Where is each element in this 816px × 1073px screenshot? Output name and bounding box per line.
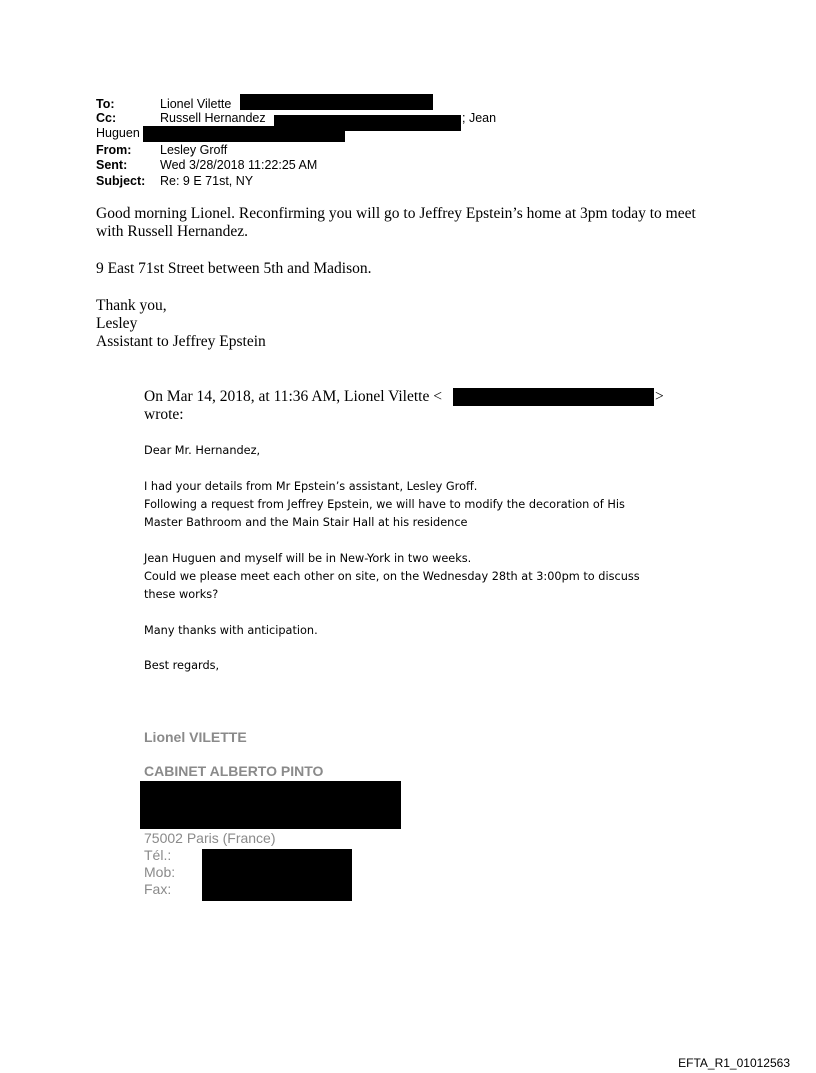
redaction-box bbox=[240, 94, 433, 110]
quoted-thanks: Many thanks with anticipation. bbox=[144, 624, 318, 637]
signature-fax-label: Fax: bbox=[144, 881, 172, 897]
signature-company: CABINET ALBERTO PINTO bbox=[144, 763, 324, 779]
signature-tel-label: Tél.: bbox=[144, 847, 172, 863]
quoted-p1-line-3: Master Bathroom and the Main Stair Hall at his residence bbox=[144, 516, 468, 529]
cc-label: Cc: bbox=[96, 111, 117, 125]
cc-wrap: Huguen bbox=[96, 126, 140, 140]
reply-line-1: Good morning Lionel. Reconfirming you will go to Jeffrey Epstein’s home at 3pm today to meet bbox=[96, 205, 696, 222]
quoted-p2-line-1: Jean Huguen and myself will be in New-York in two weeks. bbox=[144, 552, 472, 565]
cc-value: Russell Hernandez bbox=[160, 111, 266, 125]
from-label: From: bbox=[96, 143, 132, 157]
redaction-box bbox=[453, 388, 654, 406]
from-value: Lesley Groff bbox=[160, 143, 228, 157]
quoted-p1-line-2: Following a request from Jeffrey Epstein, we will have to modify the decoration of His bbox=[144, 498, 625, 511]
to-label: To: bbox=[96, 97, 115, 111]
reply-signer: Lesley bbox=[96, 315, 138, 332]
sent-value: Wed 3/28/2018 11:22:25 AM bbox=[160, 158, 318, 172]
quoted-intro-wrote: wrote: bbox=[144, 406, 184, 423]
subject-label: Subject: bbox=[96, 174, 146, 188]
subject-value: Re: 9 E 71st, NY bbox=[160, 174, 254, 188]
signature-mob-label: Mob: bbox=[144, 864, 176, 880]
quoted-intro-suffix: > bbox=[655, 388, 664, 405]
quoted-intro: On Mar 14, 2018, at 11:36 AM, Lionel Vilette < bbox=[144, 388, 442, 405]
quoted-p2-line-3: these works? bbox=[144, 588, 219, 601]
quoted-greeting: Dear Mr. Hernandez, bbox=[144, 444, 261, 457]
redaction-box bbox=[143, 126, 345, 142]
reply-closing: Thank you, bbox=[96, 297, 167, 314]
document-id: EFTA_R1_01012563 bbox=[678, 1056, 790, 1070]
cc-tail: ; Jean bbox=[462, 111, 497, 125]
reply-address: 9 East 71st Street between 5th and Madison. bbox=[96, 260, 372, 277]
redaction-box bbox=[202, 849, 352, 901]
sent-label: Sent: bbox=[96, 158, 128, 172]
quoted-p1-line-1: I had your details from Mr Epstein’s assistant, Lesley Groff. bbox=[144, 480, 478, 493]
quoted-regards: Best regards, bbox=[144, 659, 220, 672]
quoted-p2-line-2: Could we please meet each other on site, on the Wednesday 28th at 3:00pm to discuss bbox=[144, 570, 640, 583]
signature-name: Lionel VILETTE bbox=[144, 729, 247, 745]
reply-line-2: with Russell Hernandez. bbox=[96, 223, 248, 240]
redaction-box bbox=[140, 781, 401, 829]
to-value: Lionel Vilette bbox=[160, 97, 232, 111]
reply-signer-title: Assistant to Jeffrey Epstein bbox=[96, 333, 266, 350]
signature-city: 75002 Paris (France) bbox=[144, 830, 276, 846]
